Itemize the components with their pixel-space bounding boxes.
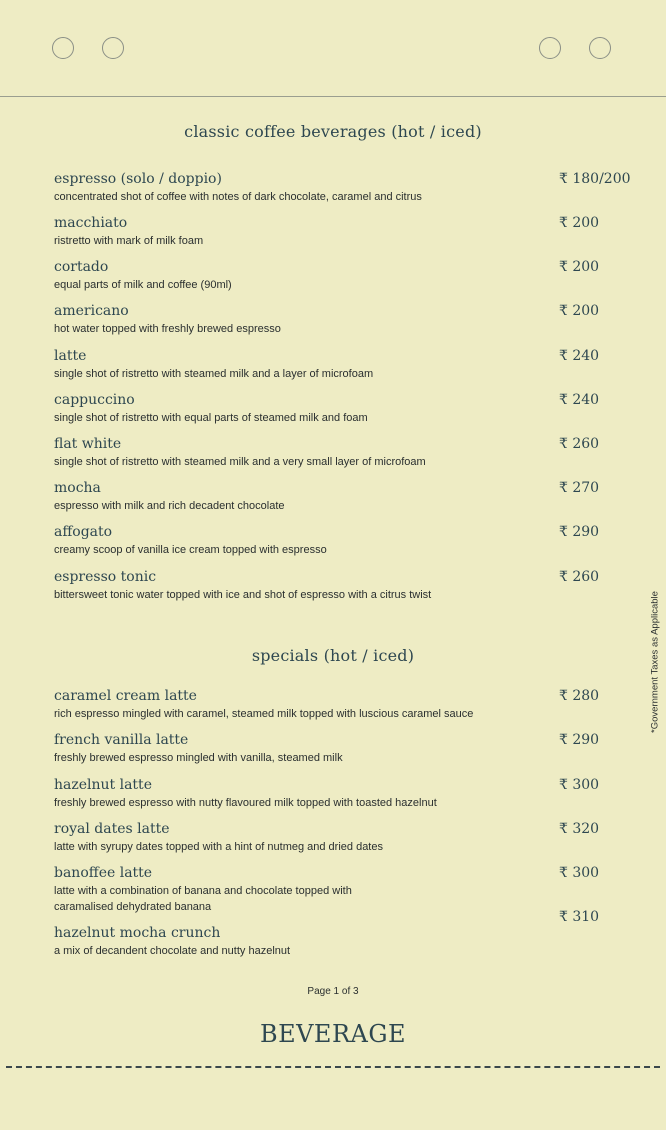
menu-item	[54, 569, 574, 603]
item-price: ₹ 300	[559, 777, 600, 793]
item-name: affogato	[54, 524, 113, 540]
menu-item	[54, 865, 574, 915]
menu-item	[54, 732, 574, 766]
tax-note: *Government Taxes as Applicable	[649, 591, 661, 733]
item-name: americano	[54, 303, 129, 319]
item-name: royal dates latte	[54, 821, 170, 837]
item-price: ₹ 300	[559, 865, 600, 881]
item-price: ₹ 200	[559, 259, 600, 275]
item-description: freshly brewed espresso with nutty flavoured milk topped with toasted hazelnut	[54, 797, 437, 809]
item-price: ₹ 180/200	[559, 171, 631, 187]
item-description: creamy scoop of vanilla ice cream topped with espresso	[54, 544, 327, 556]
item-price: ₹ 260	[559, 569, 600, 585]
menu-item	[54, 925, 574, 959]
menu-item	[54, 524, 574, 558]
item-price: ₹ 270	[559, 480, 600, 496]
item-price: ₹ 240	[559, 392, 600, 408]
item-name: hazelnut latte	[54, 777, 152, 793]
item-price: ₹ 240	[559, 348, 600, 364]
menu-item	[54, 303, 574, 337]
item-name: cappuccino	[54, 392, 135, 408]
item-price: ₹ 320	[559, 821, 600, 837]
binder-hole-2	[102, 37, 124, 59]
item-name: banoffee latte	[54, 865, 153, 881]
item-name: mocha	[54, 480, 101, 496]
footer-title: BEVERAGE	[259, 1020, 407, 1048]
item-description: single shot of ristretto with steamed milk and a very small layer of microfoam	[54, 456, 426, 468]
section-title-specials: specials (hot / iced)	[251, 646, 415, 665]
menu-item	[54, 259, 574, 293]
item-description: bittersweet tonic water topped with ice and shot of espresso with a citrus twist	[54, 589, 432, 601]
item-price: ₹ 280	[559, 688, 600, 704]
menu-item	[54, 436, 574, 470]
item-name: cortado	[54, 259, 109, 275]
item-name: macchiato	[54, 215, 128, 231]
item-description: ristretto with mark of milk foam	[54, 235, 204, 247]
menu-item	[54, 777, 574, 811]
item-description: hot water topped with freshly brewed espresso	[54, 323, 281, 335]
item-name: flat white	[54, 436, 122, 452]
section-title-classic: classic coffee beverages (hot / iced)	[184, 122, 482, 141]
menu-item	[54, 348, 574, 382]
item-name: espresso tonic	[54, 569, 157, 585]
item-description: espresso with milk and rich decadent chocolate	[54, 500, 285, 512]
item-price: ₹ 260	[559, 436, 600, 452]
item-description: single shot of ristretto with equal parts of steamed milk and foam	[54, 412, 368, 424]
item-name: espresso (solo / doppio)	[54, 171, 222, 187]
menu-item	[54, 821, 574, 855]
item-description: single shot of ristretto with steamed milk and a layer of microfoam	[54, 368, 374, 380]
item-description: rich espresso mingled with caramel, steamed milk topped with luscious caramel sauce	[54, 708, 474, 720]
menu-item	[54, 688, 574, 722]
item-name: hazelnut mocha crunch	[54, 925, 221, 941]
item-price: ₹ 290	[559, 524, 600, 540]
item-price: ₹ 310	[559, 909, 600, 925]
item-description: concentrated shot of coffee with notes of dark chocolate, caramel and citrus	[54, 191, 422, 203]
item-name: french vanilla latte	[54, 732, 189, 748]
item-description: a mix of decandent chocolate and nutty hazelnut	[54, 945, 291, 957]
item-description: latte with syrupy dates topped with a hint of nutmeg and dried dates	[54, 841, 383, 853]
item-description-line2: caramalised dehydrated banana	[54, 901, 212, 913]
item-price: ₹ 200	[559, 215, 600, 231]
binder-hole-1	[52, 37, 74, 59]
top-divider	[0, 96, 666, 97]
menu-item	[54, 171, 574, 205]
item-description: freshly brewed espresso mingled with vanilla, steamed milk	[54, 752, 343, 764]
item-description: latte with a combination of banana and chocolate topped with	[54, 885, 352, 897]
binder-hole-3	[539, 37, 561, 59]
page-number: Page 1 of 3	[307, 986, 359, 997]
item-description: equal parts of milk and coffee (90ml)	[54, 279, 232, 291]
item-name: caramel cream latte	[54, 688, 197, 704]
menu-item	[54, 392, 574, 426]
item-price: ₹ 200	[559, 303, 600, 319]
menu-item	[54, 480, 574, 514]
menu-item	[54, 215, 574, 249]
binder-hole-4	[589, 37, 611, 59]
dashed-divider	[6, 1066, 660, 1068]
item-name: latte	[54, 348, 87, 364]
item-price: ₹ 290	[559, 732, 600, 748]
